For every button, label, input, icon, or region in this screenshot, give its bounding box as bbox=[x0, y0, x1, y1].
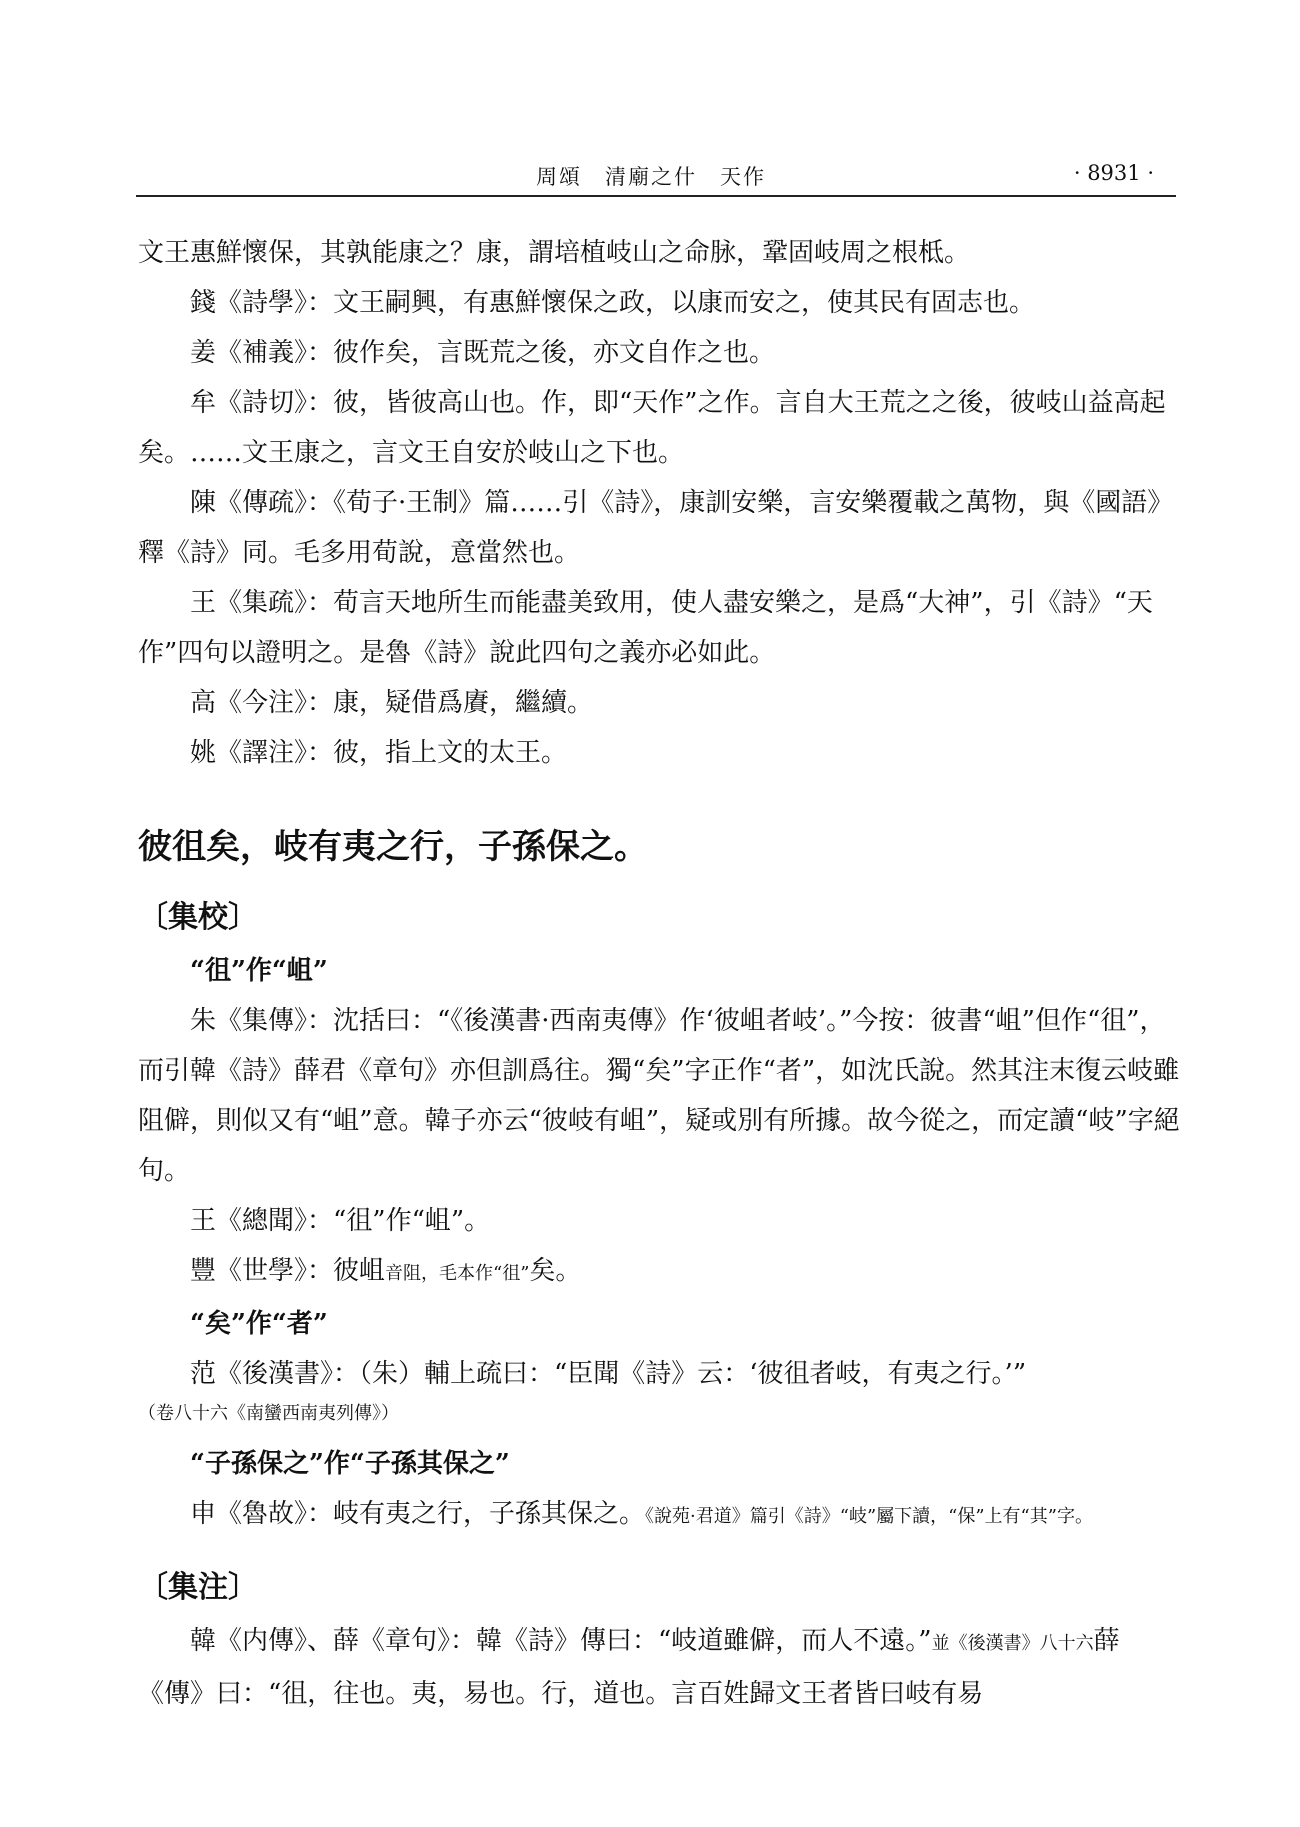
annotation-han bbox=[138, 1616, 1180, 1719]
section-title-jizhu: 〔集注〕 bbox=[138, 1570, 258, 1605]
verse-heading: 彼徂矣，岐有夷之行，子孫保之。 bbox=[138, 827, 648, 867]
commentary-wang: 王《集疏》：荀言天地所生而能盡美致用，使人盡安樂之，是爲“大神”，引《詩》“天作”四句以證明之。是魯《詩》說此四句之義亦必如此。 bbox=[138, 588, 1153, 668]
commentary-gao: 高《今注》：康，疑借爲賡，繼續。 bbox=[190, 688, 594, 718]
section-title-jijiao: 〔集校〕 bbox=[138, 900, 258, 935]
collation-feng-text: 豐《世學》：彼岨 bbox=[190, 1256, 386, 1286]
annotation-han-text: 韓《内傳》、薛《章句》：韓《詩》傳曰：“岐道雖僻，而人不遠。” bbox=[190, 1626, 932, 1656]
collation-shen-text: 申《魯故》：岐有夷之行，子孫其保之。 bbox=[190, 1499, 646, 1529]
collation-wang: 王《總聞》：“徂”作“岨”。 bbox=[190, 1206, 491, 1236]
page-number: · 8931 · bbox=[1073, 161, 1154, 185]
annotation-han-note: 並《後漢書》八十六 bbox=[931, 1633, 1094, 1654]
body-paragraph: 文王惠鮮懷保，其孰能康之？康，謂培植岐山之命脉，鞏固岐周之根柢。 bbox=[138, 238, 971, 268]
collation-fan-note: （卷八十六《南蠻西南夷列傳》） bbox=[138, 1403, 399, 1424]
page-body bbox=[138, 228, 1180, 1719]
variant-heading-2: “矣”作“者” bbox=[190, 1309, 328, 1339]
collation-fan: 范《後漢書》：（朱）輔上疏曰：“臣聞《詩》云：‘彼徂者岐，有夷之行。’” bbox=[190, 1359, 1027, 1389]
running-title: 周頌 清廟之什 天作 bbox=[536, 165, 766, 189]
commentary-jiang: 姜《補義》：彼作矣，言既荒之後，亦文自作之也。 bbox=[190, 338, 776, 368]
variant-heading-1: “徂”作“岨” bbox=[190, 956, 328, 986]
collation-feng-end: 矣。 bbox=[529, 1256, 582, 1286]
collation-feng-note: 音阻，毛本作“徂” bbox=[385, 1263, 530, 1284]
commentary-mou: 牟《詩切》：彼，皆彼高山也。作，即“天作”之作。言自大王荒之之後，彼岐山益高起矣。……文王康之，言文王自安於岐山之下也。 bbox=[138, 388, 1166, 468]
annotation-han-end: 薛《傳》曰：“徂，往也。夷，易也。行，道也。言百姓歸文王者皆曰岐有易 bbox=[138, 1626, 1120, 1709]
page-header bbox=[136, 155, 1176, 197]
commentary-qian: 錢《詩學》：文王嗣興，有惠鮮懷保之政，以康而安之，使其民有固志也。 bbox=[190, 288, 1036, 318]
collation-zhu: 朱《集傳》：沈括曰：“《後漢書·西南夷傳》作‘彼岨者岐’。”今按：彼書“岨”但作“徂”，而引韓《詩》薛君《章句》亦但訓爲往。獨“矣”字正作“者”，如沈氏說。然其注末復云岐雖阻僻，則似又有“岨”意。韓子亦云“彼岐有岨”，疑或別有所據。故今從之，而定讀“岐”字絕句。 bbox=[138, 1006, 1180, 1186]
collation-feng bbox=[138, 1246, 1180, 1299]
commentary-chen: 陳《傳疏》：《荀子·王制》篇……引《詩》，康訓安樂，言安樂覆載之萬物，與《國語》釋《詩》同。毛多用荀說，意當然也。 bbox=[138, 488, 1174, 568]
variant-heading-3: “子孫保之”作“子孫其保之” bbox=[190, 1449, 510, 1479]
collation-shen-note: 《說苑·君道》篇引《詩》“岐”屬下讀，“保”上有“其”字。 bbox=[645, 1506, 1093, 1527]
collation-shen bbox=[138, 1489, 1180, 1542]
commentary-yao: 姚《譯注》：彼，指上文的太王。 bbox=[190, 738, 568, 768]
